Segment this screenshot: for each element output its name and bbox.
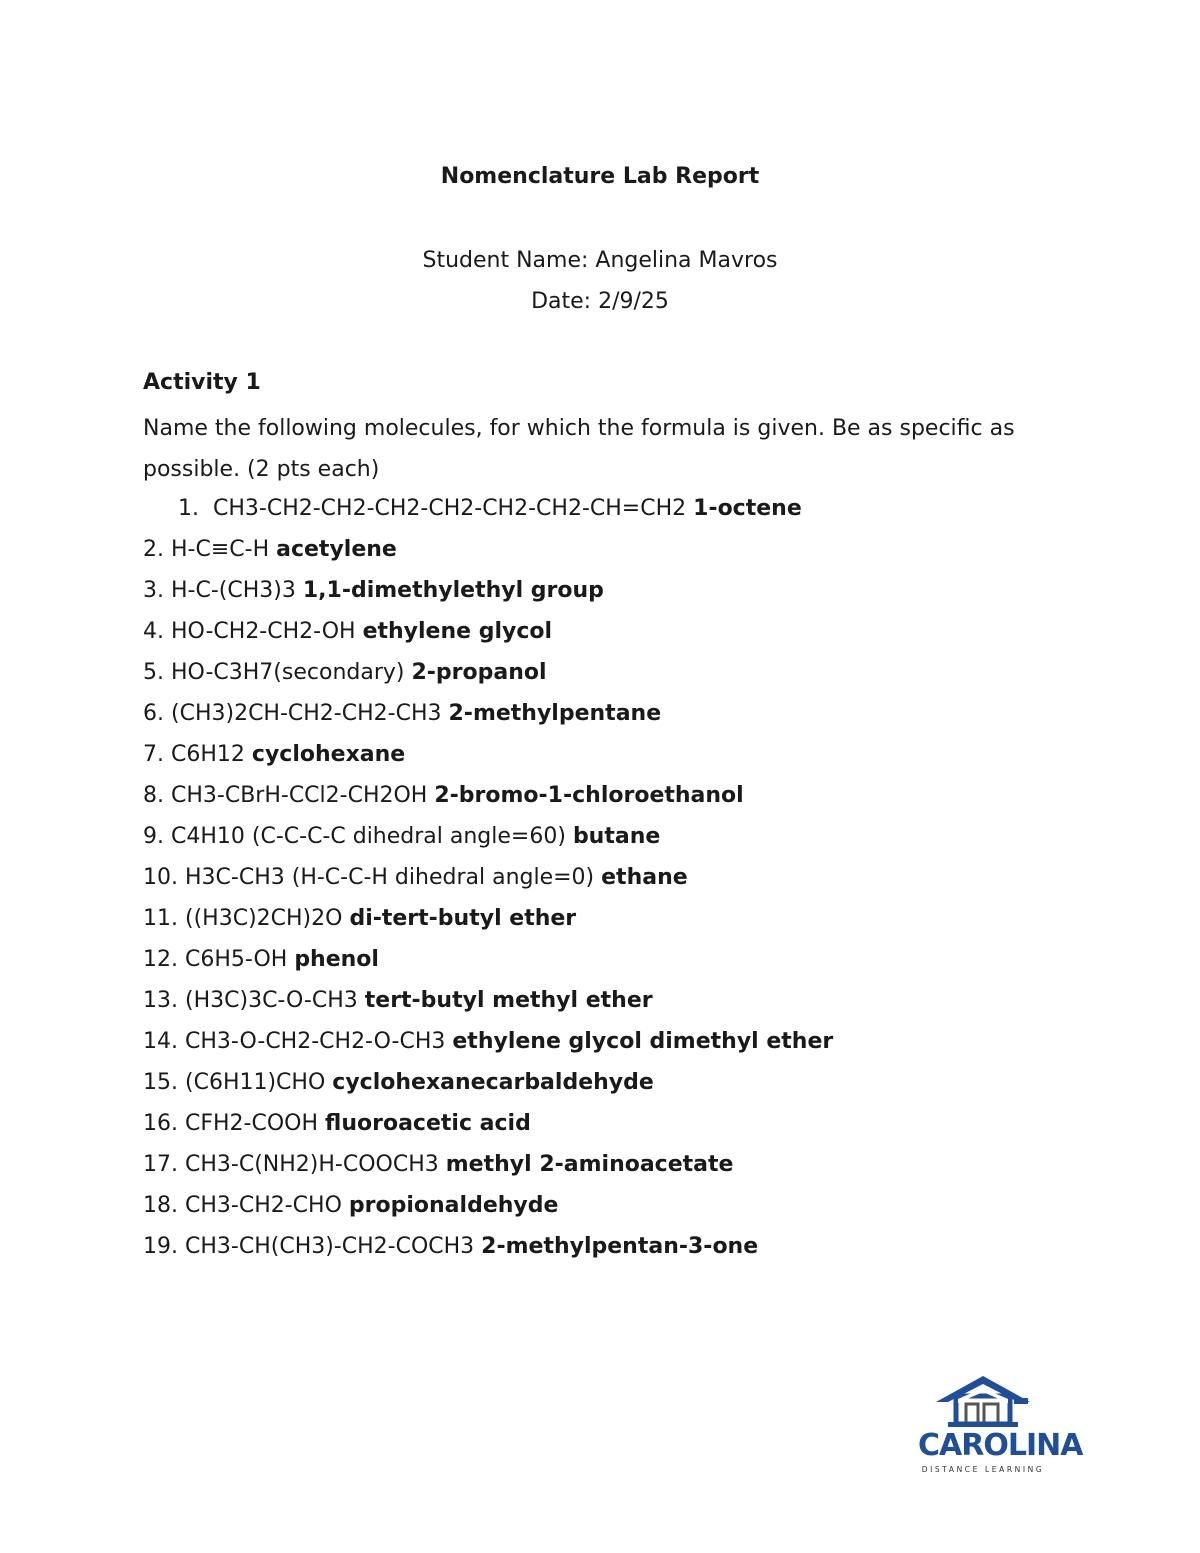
question-item (143, 898, 1093, 939)
question-item (143, 816, 1093, 857)
question-number: 2. (143, 537, 164, 562)
question-formula: H-C-(CH3)3 (171, 578, 296, 603)
activity-heading: Activity 1 (143, 370, 261, 395)
question-number: 1. (178, 496, 199, 521)
logo-wordmark: CAROLINA (918, 1428, 1083, 1463)
question-item (143, 570, 1093, 611)
student-name-line: Student Name: Angelina Mavros (422, 248, 778, 273)
question-formula: HO-C3H7(secondary) (171, 660, 405, 685)
question-formula: CH3-C(NH2)H-COOCH3 (185, 1152, 439, 1177)
activity-instructions: Name the following molecules, for which the formula is given. Be as specific as possible. (2 pts each) (143, 416, 1015, 482)
question-formula: C4H10 (C-C-C-C dihedral angle=60) (171, 824, 566, 849)
question-formula: CH3-O-CH2-CH2-O-CH3 (185, 1029, 446, 1054)
question-number: 10. (143, 865, 178, 890)
question-answer: propionaldehyde (348, 1193, 559, 1218)
question-number: 6. (143, 701, 164, 726)
question-item (143, 611, 1093, 652)
question-formula: CH3-CH(CH3)-CH2-COCH3 (185, 1234, 475, 1259)
question-answer: 1-octene (693, 496, 802, 521)
question-formula: HO-CH2-CH2-OH (171, 619, 356, 644)
question-answer: acetylene (276, 537, 397, 562)
question-answer: 1,1-dimethylethyl group (302, 578, 604, 603)
question-item (143, 1103, 1093, 1144)
question-item (143, 734, 1093, 775)
question-number: 5. (143, 660, 164, 685)
question-answer: di-tert-butyl ether (349, 906, 577, 931)
question-answer: methyl 2-aminoacetate (445, 1152, 734, 1177)
question-item (143, 1144, 1093, 1185)
question-answer: cyclohexanecarbaldehyde (332, 1070, 654, 1095)
question-list (143, 488, 1093, 1267)
question-answer: 2-propanol (411, 660, 547, 685)
question-answer: 2-bromo-1-chloroethanol (434, 783, 744, 808)
carolina-logo (918, 1372, 1083, 1482)
question-number: 12. (143, 947, 178, 972)
question-number: 13. (143, 988, 178, 1013)
house-cap-icon (918, 1372, 1048, 1432)
date-line: Date: 2/9/25 (531, 289, 669, 314)
question-item (143, 1226, 1093, 1267)
question-formula: (H3C)3C-O-CH3 (185, 988, 358, 1013)
question-formula: (CH3)2CH-CH2-CH2-CH3 (171, 701, 442, 726)
question-answer: 2-methylpentane (448, 701, 662, 726)
question-formula: CH3-CH2-CHO (185, 1193, 342, 1218)
question-item (143, 1062, 1093, 1103)
question-number: 9. (143, 824, 164, 849)
question-formula: ((H3C)2CH)2O (185, 906, 343, 931)
question-formula: H-C≡C-H (171, 537, 270, 562)
question-answer: cyclohexane (251, 742, 406, 767)
question-number: 16. (143, 1111, 178, 1136)
question-number: 17. (143, 1152, 178, 1177)
question-formula: CH3-CH2-CH2-CH2-CH2-CH2-CH2-CH=CH2 (213, 496, 687, 521)
question-item (143, 1021, 1093, 1062)
question-answer: butane (572, 824, 661, 849)
question-item (143, 939, 1093, 980)
question-item (143, 488, 1093, 529)
question-number: 7. (143, 742, 164, 767)
question-number: 19. (143, 1234, 178, 1259)
question-answer: fluoroacetic acid (325, 1111, 531, 1136)
question-number: 8. (143, 783, 164, 808)
question-number: 11. (143, 906, 178, 931)
question-answer: ethylene glycol (362, 619, 553, 644)
question-formula: (C6H11)CHO (185, 1070, 326, 1095)
question-item (143, 980, 1093, 1021)
question-formula: C6H5-OH (185, 947, 288, 972)
question-number: 4. (143, 619, 164, 644)
question-number: 3. (143, 578, 164, 603)
question-item (143, 652, 1093, 693)
question-number: 18. (143, 1193, 178, 1218)
question-item (143, 529, 1093, 570)
question-formula: CFH2-COOH (185, 1111, 319, 1136)
question-answer: 2-methylpentan-3-one (481, 1234, 759, 1259)
question-formula: CH3-CBrH-CCl2-CH2OH (171, 783, 428, 808)
question-answer: ethane (601, 865, 688, 890)
question-number: 14. (143, 1029, 178, 1054)
logo-tagline: DISTANCE LEARNING (921, 1465, 1045, 1474)
question-answer: tert-butyl methyl ether (364, 988, 653, 1013)
document-title: Nomenclature Lab Report (440, 164, 760, 189)
question-answer: ethylene glycol dimethyl ether (452, 1029, 834, 1054)
question-formula: C6H12 (171, 742, 245, 767)
question-formula: H3C-CH3 (H-C-C-H dihedral angle=0) (185, 865, 595, 890)
question-answer: phenol (294, 947, 379, 972)
question-number: 15. (143, 1070, 178, 1095)
question-item (143, 857, 1093, 898)
question-item (143, 693, 1093, 734)
question-item (143, 1185, 1093, 1226)
question-item (143, 775, 1093, 816)
